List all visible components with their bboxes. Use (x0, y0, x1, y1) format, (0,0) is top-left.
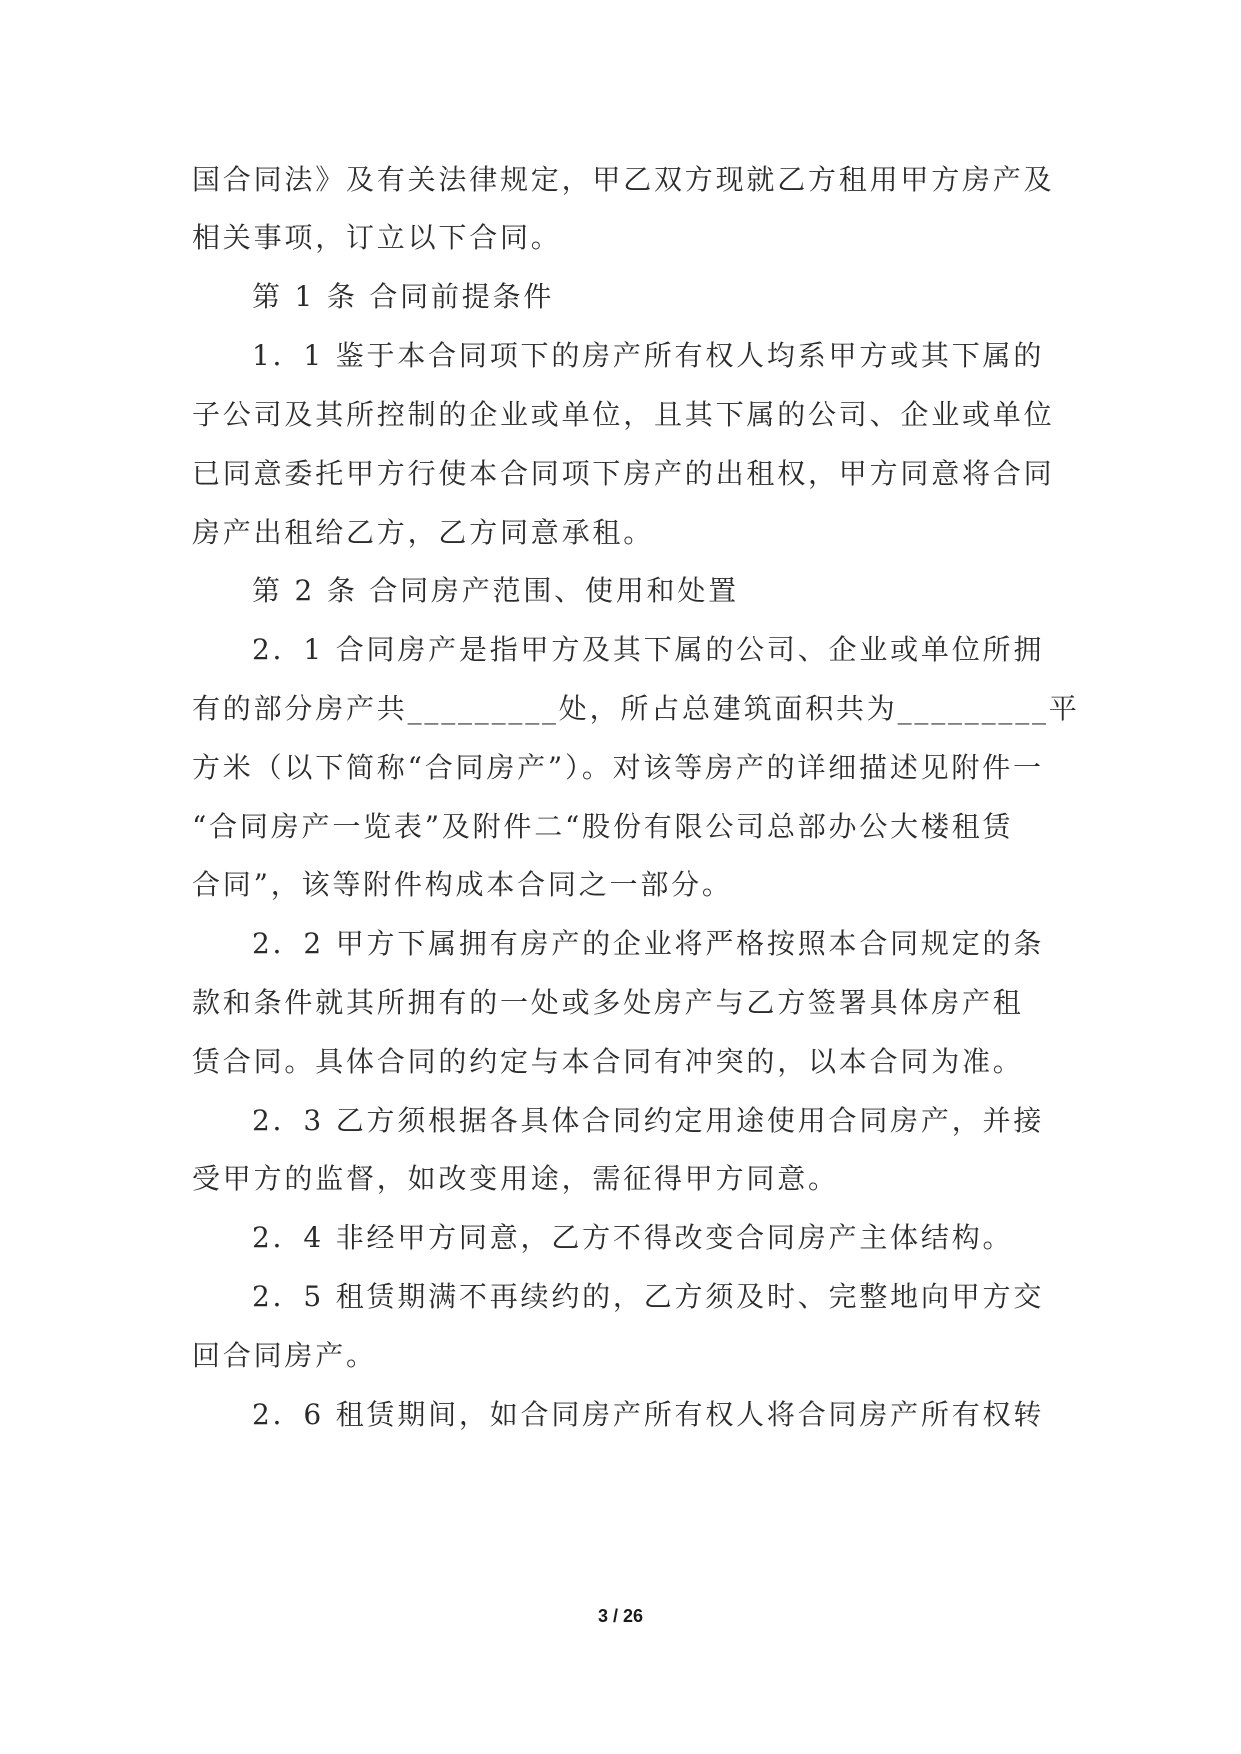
text-line: 2．5 租赁期满不再续约的，乙方须及时、完整地向甲方交 (252, 1280, 1045, 1313)
text-line: 回合同房产。 (192, 1339, 377, 1372)
text-line: 赁合同。具体合同的约定与本合同有冲突的，以本合同为准。 (192, 1045, 1024, 1078)
text-line: 款和条件就其所拥有的一处或多处房产与乙方签署具体房产租 (192, 986, 1024, 1019)
text-line: 2．4 非经甲方同意，乙方不得改变合同房产主体结构。 (252, 1221, 1014, 1254)
text-line: 1．1 鉴于本合同项下的房产所有权人均系甲方或其下属的 (252, 339, 1045, 372)
text-line: 2．2 甲方下属拥有房产的企业将严格按照本合同规定的条 (252, 927, 1045, 960)
page-number: 3 / 26 (597, 1606, 644, 1626)
text-line: 方米（以下简称“合同房产”）。对该等房产的详细描述见附件一 (192, 751, 1044, 784)
text-line: 2．3 乙方须根据各具体合同约定用途使用合同房产，并接 (252, 1104, 1045, 1137)
text-line: 受甲方的监督，如改变用途，需征得甲方同意。 (192, 1162, 839, 1195)
text-line: 合同”，该等附件构成本合同之一部分。 (192, 868, 733, 901)
text-line: 相关事项，订立以下合同。 (192, 221, 562, 254)
section-heading: 第 2 条 合同房产范围、使用和处置 (252, 574, 739, 607)
text-line: 有的部分房产共_________处，所占总建筑面积共为_________平 (192, 692, 1080, 725)
text-line: 已同意委托甲方行使本合同项下房产的出租权，甲方同意将合同 (192, 457, 1055, 490)
text-line: “合同房产一览表”及附件二“股份有限公司总部办公大楼租赁 (192, 810, 1014, 843)
text-line: 2．1 合同房产是指甲方及其下属的公司、企业或单位所拥 (252, 633, 1045, 666)
text-line: 2．6 租赁期间，如合同房产所有权人将合同房产所有权转 (252, 1398, 1045, 1431)
text-line: 国合同法》及有关法律规定，甲乙双方现就乙方租用甲方房产及 (192, 163, 1055, 196)
text-line: 子公司及其所控制的企业或单位，且其下属的公司、企业或单位 (192, 398, 1055, 431)
text-line: 房产出租给乙方，乙方同意承租。 (192, 516, 655, 549)
section-heading: 第 1 条 合同前提条件 (252, 280, 555, 313)
